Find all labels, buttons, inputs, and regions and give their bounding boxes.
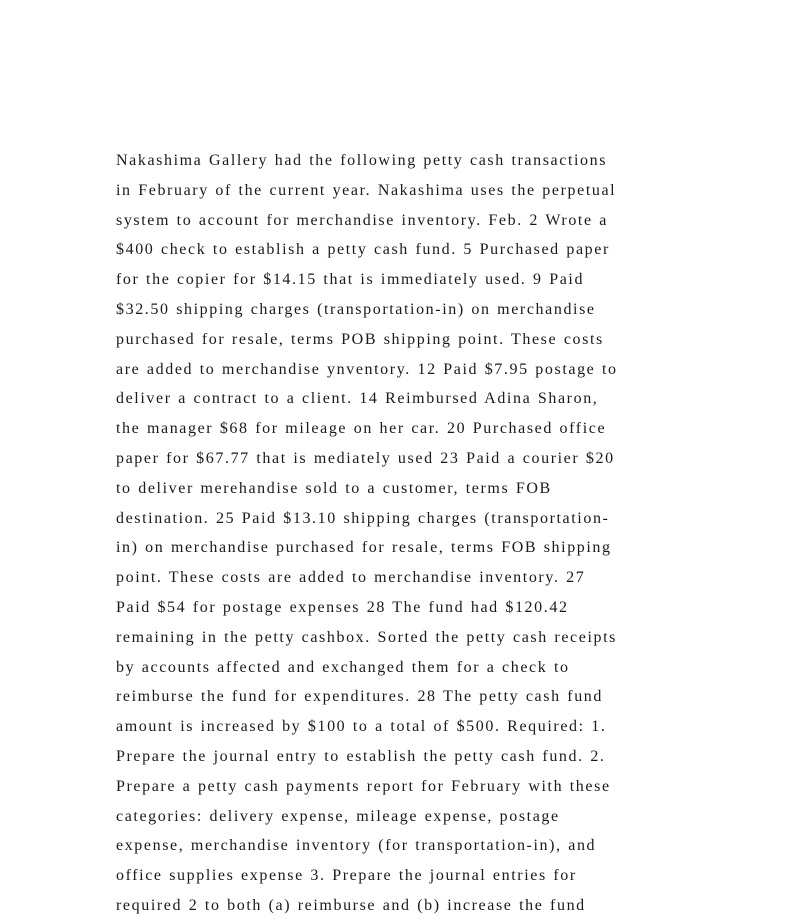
- text-line: Nakashima Gallery had the following petty cash transactions: [116, 152, 608, 169]
- text-line: amount is increased by $100 to a total of $500. Required: 1.: [116, 718, 607, 736]
- text-line: for the copier for $14.15 that is immediately used. 9 Paid: [116, 271, 585, 289]
- text-line: remaining in the petty cashbox. Sorted the petty cash receipts: [116, 628, 617, 646]
- text-line: the manager $68 for mileage on her car. 20 Purchased office: [116, 420, 607, 438]
- text-line: are added to merchandise ynventory. 12 Paid $7.95 postage to: [116, 360, 618, 378]
- text-line: point. These costs are added to merchandise inventory. 27: [116, 569, 586, 587]
- text-line: categories: delivery expense, mileage expense, postage: [116, 807, 560, 825]
- text-line: deliver a contract to a client. 14 Reimbursed Adina Sharon,: [116, 390, 599, 408]
- text-line: $32.50 shipping charges (transportation-in) on merchandise: [116, 300, 596, 318]
- text-line: required 2 to both (a) reimburse and (b) increase the fund: [116, 896, 586, 914]
- text-line: destination. 25 Paid $13.10 shipping charges (transportation-: [116, 509, 610, 527]
- text-line: office supplies expense 3. Prepare the journal entries for: [116, 867, 577, 885]
- text-line: purchased for resale, terms POB shipping point. These costs: [116, 330, 604, 348]
- text-line: paper for $67.77 that is mediately used 23 Paid a courier $20: [116, 449, 615, 467]
- text-line: $400 check to establish a petty cash fund. 5 Purchased paper: [116, 241, 610, 259]
- text-line: system to account for merchandise inventory. Feb. 2 Wrote a: [116, 211, 608, 229]
- text-line: reimburse the fund for expenditures. 28 The petty cash fund: [116, 688, 603, 706]
- problem-text: [116, 146, 686, 921]
- text-line: in) on merchandise purchased for resale, terms FOB shipping: [116, 539, 612, 557]
- text-line: by accounts affected and exchanged them for a check to: [116, 658, 570, 676]
- text-line: Prepare a petty cash payments report for February with these: [116, 777, 611, 795]
- text-line: to deliver merehandise sold to a customer, terms FOB: [116, 479, 552, 497]
- text-line: Paid $54 for postage expenses 28 The fund had $120.42: [116, 598, 569, 616]
- text-line: Prepare the journal entry to establish the petty cash fund. 2.: [116, 747, 606, 765]
- text-line: expense, merchandise inventory (for transportation-in), and: [116, 837, 597, 855]
- text-line: in February of the current year. Nakashima uses the perpetual: [116, 181, 617, 199]
